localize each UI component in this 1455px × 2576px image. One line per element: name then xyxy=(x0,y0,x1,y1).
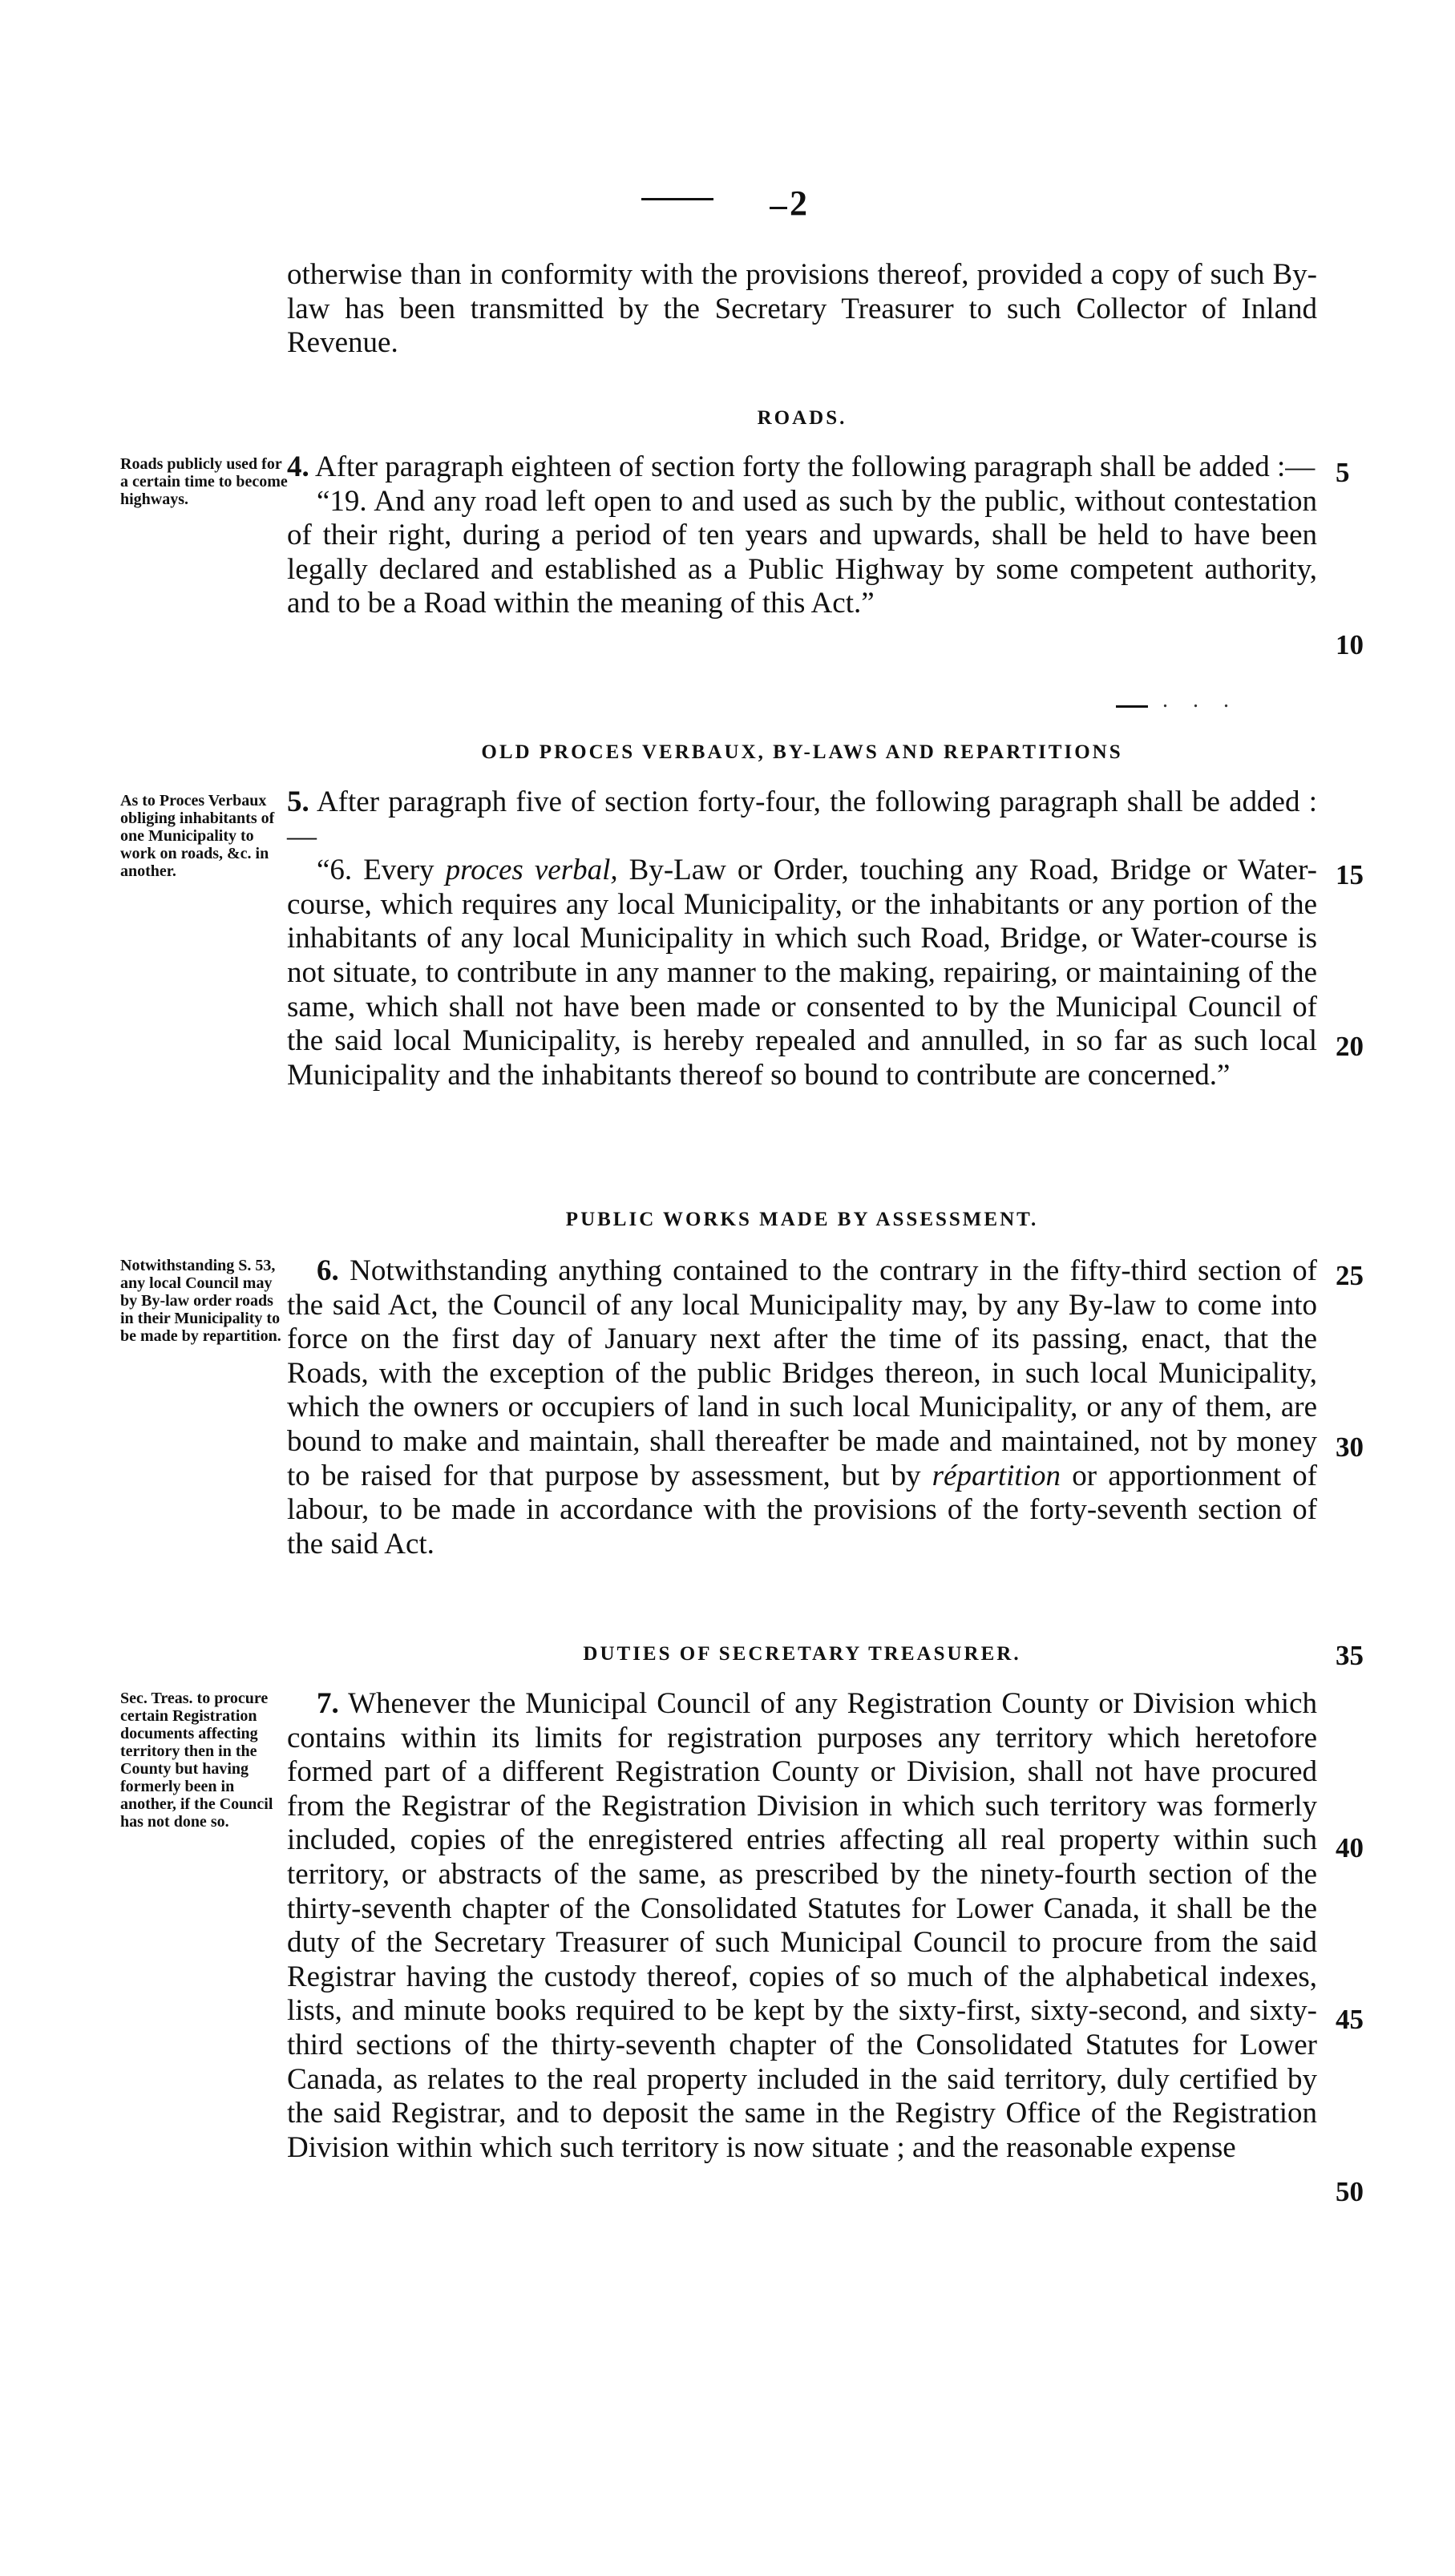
section-5-body xyxy=(287,785,1317,1092)
header-rule xyxy=(641,198,713,200)
intro-paragraph xyxy=(287,258,1317,361)
line-number-45: 45 xyxy=(1336,2004,1364,2035)
line-number-25: 25 xyxy=(1336,1260,1364,1291)
margin-note-secretary-treasurer: Sec. Treas. to procure certain Registration documents affecting territory then in the County but having formerly been in another, if the Council has not done so. xyxy=(120,1690,273,1831)
page-number: 2 xyxy=(790,184,807,223)
section-heading-public-works: PUBLIC WORKS MADE BY ASSESSMENT. xyxy=(565,1209,1039,1230)
section-5-lead: 5. After paragraph five of section forty-four, the following paragraph shall be added :— xyxy=(287,785,1317,853)
intro-text: otherwise than in conformity with the provisions thereof, provided a copy of such By-law has been transmitted by the Secretary Treasurer to such Collector of Inland Revenue. xyxy=(287,258,1317,360)
proces-verbal-italic: proces verbal, xyxy=(445,854,618,887)
section-6-body xyxy=(287,1254,1317,1561)
section-7-number: 7. xyxy=(317,1687,339,1720)
section-4-body xyxy=(287,450,1317,621)
line-number-20: 20 xyxy=(1336,1031,1364,1062)
margin-note-roads: Roads publicly used for a certain time to become highways. xyxy=(120,455,288,508)
section-4-end-rule xyxy=(1116,705,1148,708)
margin-note-proces-verbaux: As to Proces Verbaux obliging inhabitants of one Municipality to work on roads, &c. in another. xyxy=(120,792,275,880)
section-heading-roads: ROADS. xyxy=(757,407,847,429)
margin-specks: . . . xyxy=(1162,688,1239,713)
line-number-5: 5 xyxy=(1336,457,1350,488)
section-7-text: 7. Whenever the Municipal Council of any Registration County or Division which contains within its limits for registration purposes any territory which heretofore formed part of a different Registration County or Division, shall not have procured from the Registrar of the Registration Division in which such territory was formerly included, copies of the enregistered entries affecting all real property within such territory, or abstracts of the same, as prescribed by the ninety-fourth section of the thirty-seventh chapter of the Consolidated Statutes for Lower Canada, it shall be the duty of the Secretary Treasurer of such Municipal Council to procure from the said Registrar having the custody thereof, copies of so much of the alphabetical indexes, lists, and minute books required to be kept by the sixty-first, sixty-second, and sixty-third sections of the thirty-seventh chapter of the Consolidated Statutes for Lower Canada, as relates to the real property included in the said territory, duly certified by the said Registrar, and to deposit the same in the Registry Office of the Registration Division within which such territory is now situate ; and the reasonable expense xyxy=(287,1687,1317,2164)
repartition-italic: répartition xyxy=(932,1459,1061,1492)
section-5-quote: “6. Every proces verbal, By-Law or Order, touching any Road, Bridge or Water-course, which requires any local Municipality, or the inhabitants or any portion of the inhabitants of any local Municipality in which such Road, Bridge, or Water-course is not situate, to contribute in any manner to the making, repairing, or maintaining of the same, which shall not have been made or consented to by the Municipal Council of the said local Municipality, is hereby repealed and annulled, in so far as such local Municipality and the inhabitants thereof so bound to contribute are concerned.” xyxy=(287,854,1317,1092)
line-number-40: 40 xyxy=(1336,1832,1364,1863)
section-heading-proces-verbaux: OLD PROCES VERBAUX, BY-LAWS AND REPARTITIONS xyxy=(481,741,1123,763)
section-4-lead: 4. After paragraph eighteen of section forty the following paragraph shall be added :— xyxy=(287,450,1316,483)
line-number-15: 15 xyxy=(1336,859,1364,890)
section-heading-secretary-treasurer: DUTIES OF SECRETARY TREASURER. xyxy=(583,1643,1021,1665)
section-4-number: 4. xyxy=(287,450,309,483)
line-number-10: 10 xyxy=(1336,629,1364,660)
header-rule-short xyxy=(770,207,787,209)
line-number-35: 35 xyxy=(1336,1640,1364,1671)
section-7-body xyxy=(287,1687,1317,2165)
section-6-number: 6. xyxy=(317,1254,339,1287)
margin-note-public-works: Notwithstanding S. 53, any local Council may by By-law order roads in their Municipality to be made by repartition. xyxy=(120,1257,281,1345)
section-4-quote: “19. And any road left open to and used as such by the public, without contestation of their right, during a period of ten years and upwards, shall be held to have been legally declared and established as a Public Highway by some competent authority, and to be a Road within the meaning of this Act.” xyxy=(287,484,1317,620)
line-number-30: 30 xyxy=(1336,1431,1364,1463)
line-number-50: 50 xyxy=(1336,2176,1364,2207)
section-5-number: 5. xyxy=(287,785,309,818)
section-6-text: 6. Notwithstanding anything contained to the contrary in the fifty-third section of the said Act, the Council of any local Municipality may, by any By-law to come into force on the first day of January next after the time of its passing, enact, that the Roads, with the exception of the public Bridges thereon, in such local Municipality, which the owners or occupiers of land in such local Municipality, or any of them, are bound to make and maintain, shall thereafter be made and maintained, not by money to be raised for that purpose by assessment, but by répartition or apportionment of labour, to be made in accordance with the provisions of the forty-seventh section of the said Act. xyxy=(287,1254,1318,1561)
